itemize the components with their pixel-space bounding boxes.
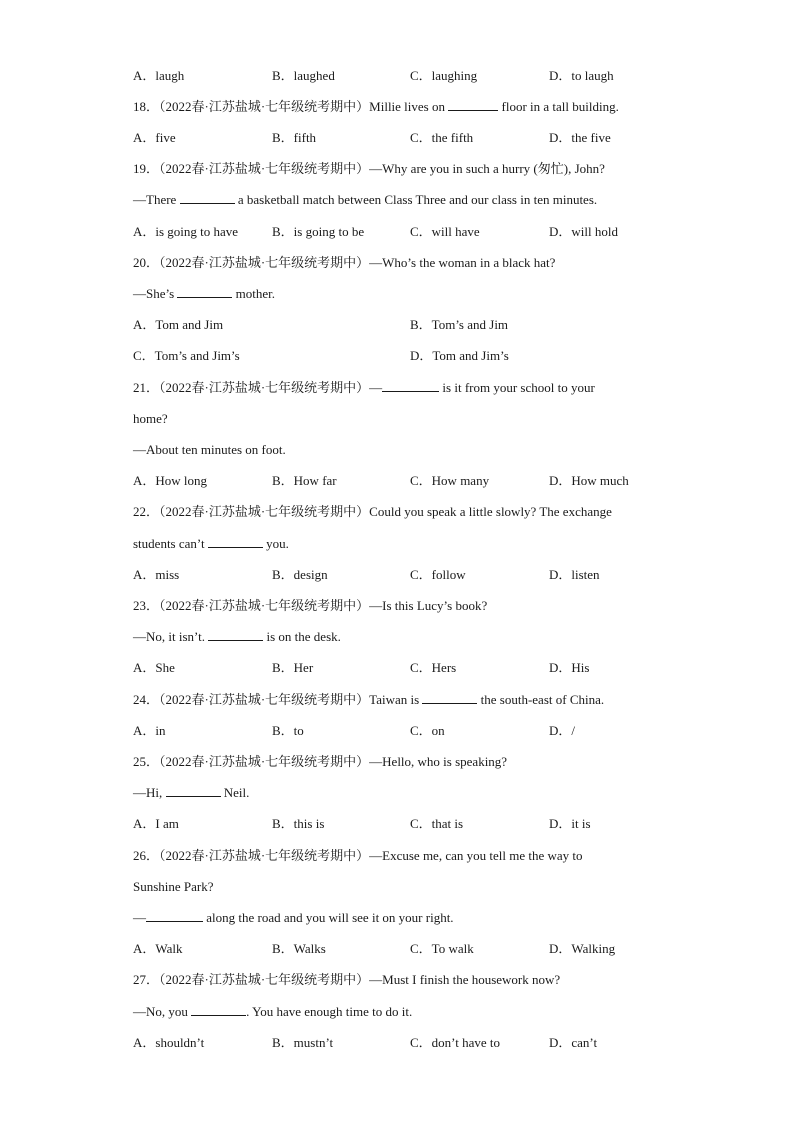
q26-option-b: B．Walks [272, 941, 326, 956]
q24-stem-pre: 24．（2022春·江苏盐城·七年级统考期中）Taiwan is [133, 692, 420, 707]
q22-blank [208, 534, 263, 548]
q26-stem: 26．（2022春·江苏盐城·七年级统考期中）—Excuse me, can you tell me the way to [133, 848, 583, 863]
q25-option-c: C．that is [410, 816, 464, 831]
q21-answer: —About ten minutes on foot. [133, 442, 286, 457]
q25-option-d: D．it is [549, 816, 591, 831]
q17-option-c: C．laughing [410, 68, 478, 83]
q22-option-c: C．follow [410, 567, 466, 582]
q19-response [133, 190, 597, 210]
q21-blank [382, 378, 439, 392]
q20-stem: 20．（2022春·江苏盐城·七年级统考期中）—Who’s the woman in a black hat? [133, 255, 556, 270]
q24-stem [133, 690, 604, 710]
q19-option-c: C．will have [410, 224, 480, 239]
q25-response-post: Neil. [223, 785, 250, 800]
q23-option-c: C．Hers [410, 660, 457, 675]
q19-option-a: A．is going to have [133, 224, 239, 239]
q24-option-c: C．on [410, 723, 445, 738]
q22-stem: 22．（2022春·江苏盐城·七年级统考期中）Could you speak a little slowly? The exchange [133, 504, 612, 519]
q26-response [133, 908, 454, 928]
q21-stem-pre: 21．（2022春·江苏盐城·七年级统考期中）— [133, 380, 383, 395]
q22-stem-pre: students can’t [133, 536, 205, 551]
q20-response [133, 284, 275, 304]
q20-blank [177, 284, 232, 298]
q24-blank [422, 690, 477, 704]
q21-option-d: D．How much [549, 473, 629, 488]
q27-stem: 27．（2022春·江苏盐城·七年级统考期中）—Must I finish the housework now? [133, 972, 561, 987]
q24-option-a: A．in [133, 723, 166, 738]
q20-response-post: mother. [235, 286, 276, 301]
q27-option-a: A．shouldn’t [133, 1035, 205, 1050]
q26-blank [146, 908, 203, 922]
q20-option-d: D．Tom and Jim’s [410, 348, 509, 363]
q19-blank [180, 190, 235, 204]
q26-option-c: C．To walk [410, 941, 474, 956]
q18-stem [133, 97, 619, 117]
q27-response-post: . You have enough time to do it. [246, 1004, 413, 1019]
q26-option-d: D．Walking [549, 941, 616, 956]
q20-option-b: B．Tom’s and Jim [410, 317, 509, 332]
q27-response [133, 1002, 412, 1022]
q26-option-a: A．Walk [133, 941, 183, 956]
q23-response-post: is on the desk. [266, 629, 341, 644]
q19-response-pre: —There [133, 192, 177, 207]
q22-stem-continuation [133, 534, 289, 554]
q22-stem-post: you. [266, 536, 289, 551]
q24-stem-post: the south-east of China. [480, 692, 605, 707]
q23-response-pre: —No, it isn’t. [133, 629, 205, 644]
q19-response-post: a basketball match between Class Three and our class in ten minutes. [237, 192, 598, 207]
q27-response-pre: —No, you [133, 1004, 188, 1019]
q21-stem [133, 378, 595, 398]
q23-blank [208, 627, 263, 641]
q18-stem-post: floor in a tall building. [501, 99, 619, 114]
q24-option-b: B．to [272, 723, 304, 738]
q25-blank [166, 783, 221, 797]
q23-option-a: A．She [133, 660, 175, 675]
q21-stem-continuation: home? [133, 411, 168, 426]
q21-option-b: B．How far [272, 473, 337, 488]
q25-option-b: B．this is [272, 816, 325, 831]
q27-option-b: B．mustn’t [272, 1035, 334, 1050]
q20-option-c: C．Tom’s and Jim’s [133, 348, 240, 363]
q19-option-b: B．is going to be [272, 224, 365, 239]
q18-blank [448, 97, 498, 111]
q19-stem: 19．（2022春·江苏盐城·七年级统考期中）—Why are you in such a hurry (匆忙), John? [133, 161, 605, 176]
q27-option-d: D．can’t [549, 1035, 598, 1050]
q21-stem-post: is it from your school to your [442, 380, 595, 395]
q21-option-c: C．How many [410, 473, 490, 488]
q25-response [133, 783, 249, 803]
q19-option-d: D．will hold [549, 224, 618, 239]
q23-option-d: D．His [549, 660, 590, 675]
q25-stem: 25．（2022春·江苏盐城·七年级统考期中）—Hello, who is speaking? [133, 754, 508, 769]
q17-option-d: D．to laugh [549, 68, 614, 83]
q20-response-pre: —She’s [133, 286, 175, 301]
q23-option-b: B．Her [272, 660, 314, 675]
q20-option-a: A．Tom and Jim [133, 317, 224, 332]
q27-option-c: C．don’t have to [410, 1035, 501, 1050]
q17-option-b: B．laughed [272, 68, 335, 83]
q18-option-b: B．fifth [272, 130, 317, 145]
q26-response-pre: — [133, 910, 146, 925]
q18-option-a: A．five [133, 130, 176, 145]
q23-response [133, 627, 341, 647]
q18-option-d: D．the five [549, 130, 611, 145]
q25-response-pre: —Hi, [133, 785, 163, 800]
q26-stem-continuation: Sunshine Park? [133, 879, 214, 894]
q27-blank [191, 1002, 246, 1016]
q22-option-d: D．listen [549, 567, 600, 582]
q22-option-a: A．miss [133, 567, 180, 582]
q23-stem: 23．（2022春·江苏盐城·七年级统考期中）—Is this Lucy’s book? [133, 598, 488, 613]
q24-option-d: D．/ [549, 723, 576, 738]
q21-option-a: A．How long [133, 473, 208, 488]
q18-option-c: C．the fifth [410, 130, 474, 145]
q26-response-post: along the road and you will see it on your right. [206, 910, 454, 925]
q22-option-b: B．design [272, 567, 328, 582]
q18-stem-pre: 18．（2022春·江苏盐城·七年级统考期中）Millie lives on [133, 99, 445, 114]
q25-option-a: A．I am [133, 816, 179, 831]
q17-option-a: A．laugh [133, 68, 185, 83]
